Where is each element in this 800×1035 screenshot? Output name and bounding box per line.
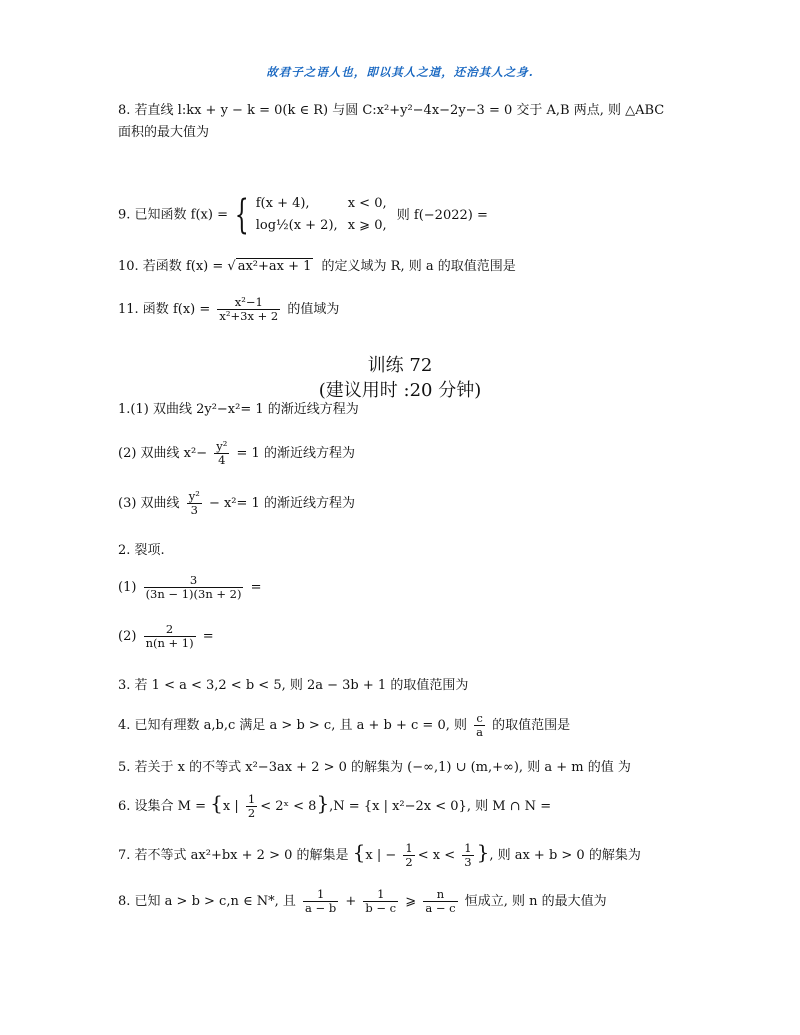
fraction: $\frac{1}{2}$ <box>247 792 256 820</box>
fraction: $\frac{\text{y²}}{3}$ <box>188 489 200 517</box>
problem-2-1: (1) $\frac{3}{(3n - 1)(3n + 2)}$ = <box>118 573 262 601</box>
question-10: 10. 若函数 f(x) = √ ax²+ax + 1 的定义域为 R, 则 a 的取值范围是 <box>118 259 516 274</box>
fraction: $\frac{1}{3}$ <box>464 841 472 869</box>
question-11: 11. 函数 f(x) = $\frac{\text{x²−1}}{\text{x²+3x + 2}}$ 的值域为 <box>118 295 340 323</box>
section-title: 训练 72 <box>367 355 433 376</box>
left-brace: { <box>234 192 249 238</box>
problem-3: 3. 若 1 < a < 3,2 < b < 5, 则 2a − 3b + 1 的取值范围为 <box>118 678 469 693</box>
sqrt-symbol: √ <box>227 259 236 274</box>
problem-5: 5. 若关于 x 的不等式 x²−3ax + 2 > 0 的解集为 (−∞,1) ∪ (m,+∞), 则 a + m 的值 为 <box>118 760 631 775</box>
fraction: $\frac{2}{n(n + 1)}$ <box>145 622 194 650</box>
fraction: $\frac{1}{2}$ <box>405 841 413 869</box>
piecewise-cases: f(x + 4), x < 0, log½(x + 2), x ⩾ 0, <box>255 196 387 233</box>
problem-1-3: (3) 双曲线 $\frac{\text{y²}}{3}$ − x²= 1 的渐近线方程为 <box>118 489 355 517</box>
problem-6: 6. 设集合 M = {x | $\frac{1}{2}$ < 2ˣ < 8},N = {x | x²−2x < 0}, 则 M ∩ N = <box>118 791 552 820</box>
question-9: 9. 已知函数 f(x) = { f(x + 4), x < 0, log½(x + 2), x ⩾ 0, 则 f(−2022) = <box>118 192 488 238</box>
section-subtitle: (建议用时 :20 分钟) <box>318 380 482 401</box>
fraction: $\frac{\text{y²}}{4}$ <box>216 439 228 467</box>
right-brace: } <box>476 840 490 864</box>
problem-2-2: (2) $\frac{2}{n(n + 1)}$ = <box>118 622 214 650</box>
question-8-prev: 8. 若直线 l:kx + y − k = 0(k ∈ R) 与圆 C:x²+y²−4x−2y−3 = 0 交于 A,B 两点, 则 △ABC 面积的最大值为 <box>118 103 665 140</box>
right-brace: } <box>316 791 330 815</box>
left-brace: { <box>352 840 366 864</box>
problem-4: 4. 已知有理数 a,b,c 满足 a > b > c, 且 a + b + c = 0, 则 $\frac{c}{a}$ 的取值范围是 <box>118 711 571 739</box>
problem-1-1: 1.(1) 双曲线 2y²−x²= 1 的渐近线方程为 <box>118 402 359 417</box>
fraction: $\frac{\text{x²−1}}{\text{x²+3x + 2}}$ <box>219 295 279 323</box>
problem-8: 8. 已知 a > b > c,n ∈ N*, 且 $\frac{1}{a - b}$ + $\frac{1}{b - c}$ ⩾ $\frac{n}{a - c}$ 恒成立, 则 n 的最大值为 <box>118 887 607 915</box>
problem-1-2: (2) 双曲线 x²− $\frac{\text{y²}}{4}$ = 1 的渐近线方程为 <box>118 439 355 467</box>
fraction: $\frac{n}{a - c}$ <box>425 887 456 915</box>
fraction: $\frac{1}{a - b}$ <box>305 887 337 915</box>
fraction: $\frac{c}{a}$ <box>476 711 483 739</box>
problem-2: 2. 裂项. <box>118 543 165 558</box>
fraction: $\frac{3}{(3n - 1)(3n + 2)}$ <box>145 573 242 601</box>
left-brace: { <box>210 791 223 815</box>
problem-7: 7. 若不等式 ax²+bx + 2 > 0 的解集是 {x | − $\frac{1}{2}$ < x < $\frac{1}{3}$ }, 则 ax + b > 0 的解集为 <box>118 840 641 869</box>
header-motto: 故君子之语人也，即以其人之道，还治其人之身. <box>266 65 534 79</box>
fraction: $\frac{1}{b - c}$ <box>365 887 397 915</box>
sqrt-radicand: ax²+ax + 1 <box>237 259 312 274</box>
